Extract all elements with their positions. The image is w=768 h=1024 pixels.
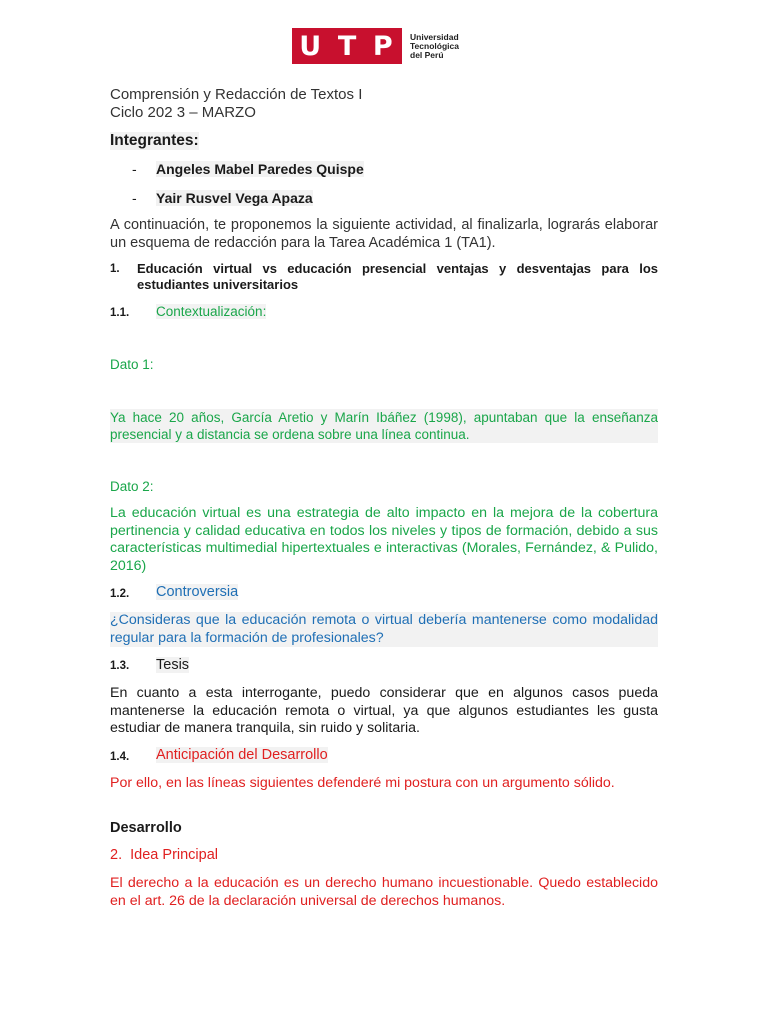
controversia-label-text: Controversia [156,584,239,600]
tesis-label-text: Tesis [156,657,190,673]
member-name: Angeles Mabel Paredes Quispe [156,161,364,177]
logo-text-line: del Perú [410,49,444,60]
member-item: - Yair Rusvel Vega Apaza [132,190,313,206]
anticipacion-number: 1.4. [110,751,130,763]
section-1-number: 1. [110,263,120,275]
anticipacion-label-text: Anticipación del Desarrollo [156,747,328,763]
desarrollo-heading: Desarrollo [110,820,182,836]
tesis-text: En cuanto a esta interrogante, puedo considerar que en algunos casos pueda mantenerse la educación remota o virtual, ya que algunos estudiantes les gusta estudiar de manera tranquila, sin ruido y solitaria. [110,685,658,736]
dato-1-text: Ya hace 20 años, García Aretio y Marín Ibáñez (1998), apuntaban que la enseñanza presencial y a distancia se ordena sobre una línea continua. [110,410,658,442]
tesis-number: 1.3. [110,660,130,672]
dato-2-label: Dato 2: [110,479,154,494]
logo-text-line: Tecnológica [410,40,459,51]
logo-letter-t: T [337,30,359,62]
contextualizacion-label [156,304,266,319]
controversia-number: 1.2. [110,588,130,600]
controversia-label [156,584,238,600]
idea-principal-label: 2. Idea Principal [110,847,219,863]
dato-1-label: Dato 1: [110,357,154,372]
dato-2-text: La educación virtual es una estrategia de alto impacto en la mejora de la cobertura pertinencia y calidad educativa en todos los niveles y tipos de formación, debido a sus características multimedial hipertextuales e interactivas (Morales, Fernández, & Pulido, 2016) [110,505,658,574]
controversia-text: ¿Consideras que la educación remota o virtual debería mantenerse como modalidad regular para la formación de profesionales? [110,612,658,646]
idea-principal-text: El derecho a la educación es un derecho humano incuestionable. Quedo establecido en el art. 26 de la declaración universal de derechos humanos. [110,875,658,909]
intro-paragraph: A continuación, te proponemos la siguiente actividad, al finalizarla, lograrás elaborar un esquema de redacción para la Tarea Académica 1 (TA1). [110,217,658,251]
logo-letter-p: P [372,30,395,62]
contextualizacion-number: 1.1. [110,307,130,319]
course-title: Comprensión y Redacción de Textos I [110,86,363,103]
integrantes-heading: Integrantes: [110,132,199,149]
section-1-title: Educación virtual vs educación presencial ventajas y desventajas para los estudiantes universitarios [137,261,658,292]
utp-logo-mark [292,28,402,64]
contextualizacion-label-text: Contextualización: [156,304,267,319]
anticipacion-text: Por ello, en las líneas siguientes defenderé mi postura con un argumento sólido. [110,775,615,791]
utp-logo [292,28,459,64]
member-name: Yair Rusvel Vega Apaza [156,190,313,206]
anticipacion-label [156,747,328,763]
tesis-label [156,657,189,673]
logo-university-name [410,33,459,60]
member-item: - Angeles Mabel Paredes Quispe [132,161,364,177]
course-cycle: Ciclo 202 3 – MARZO [110,104,256,121]
logo-letter-u: U [299,30,324,62]
logo-text-line: Universidad [410,31,459,42]
